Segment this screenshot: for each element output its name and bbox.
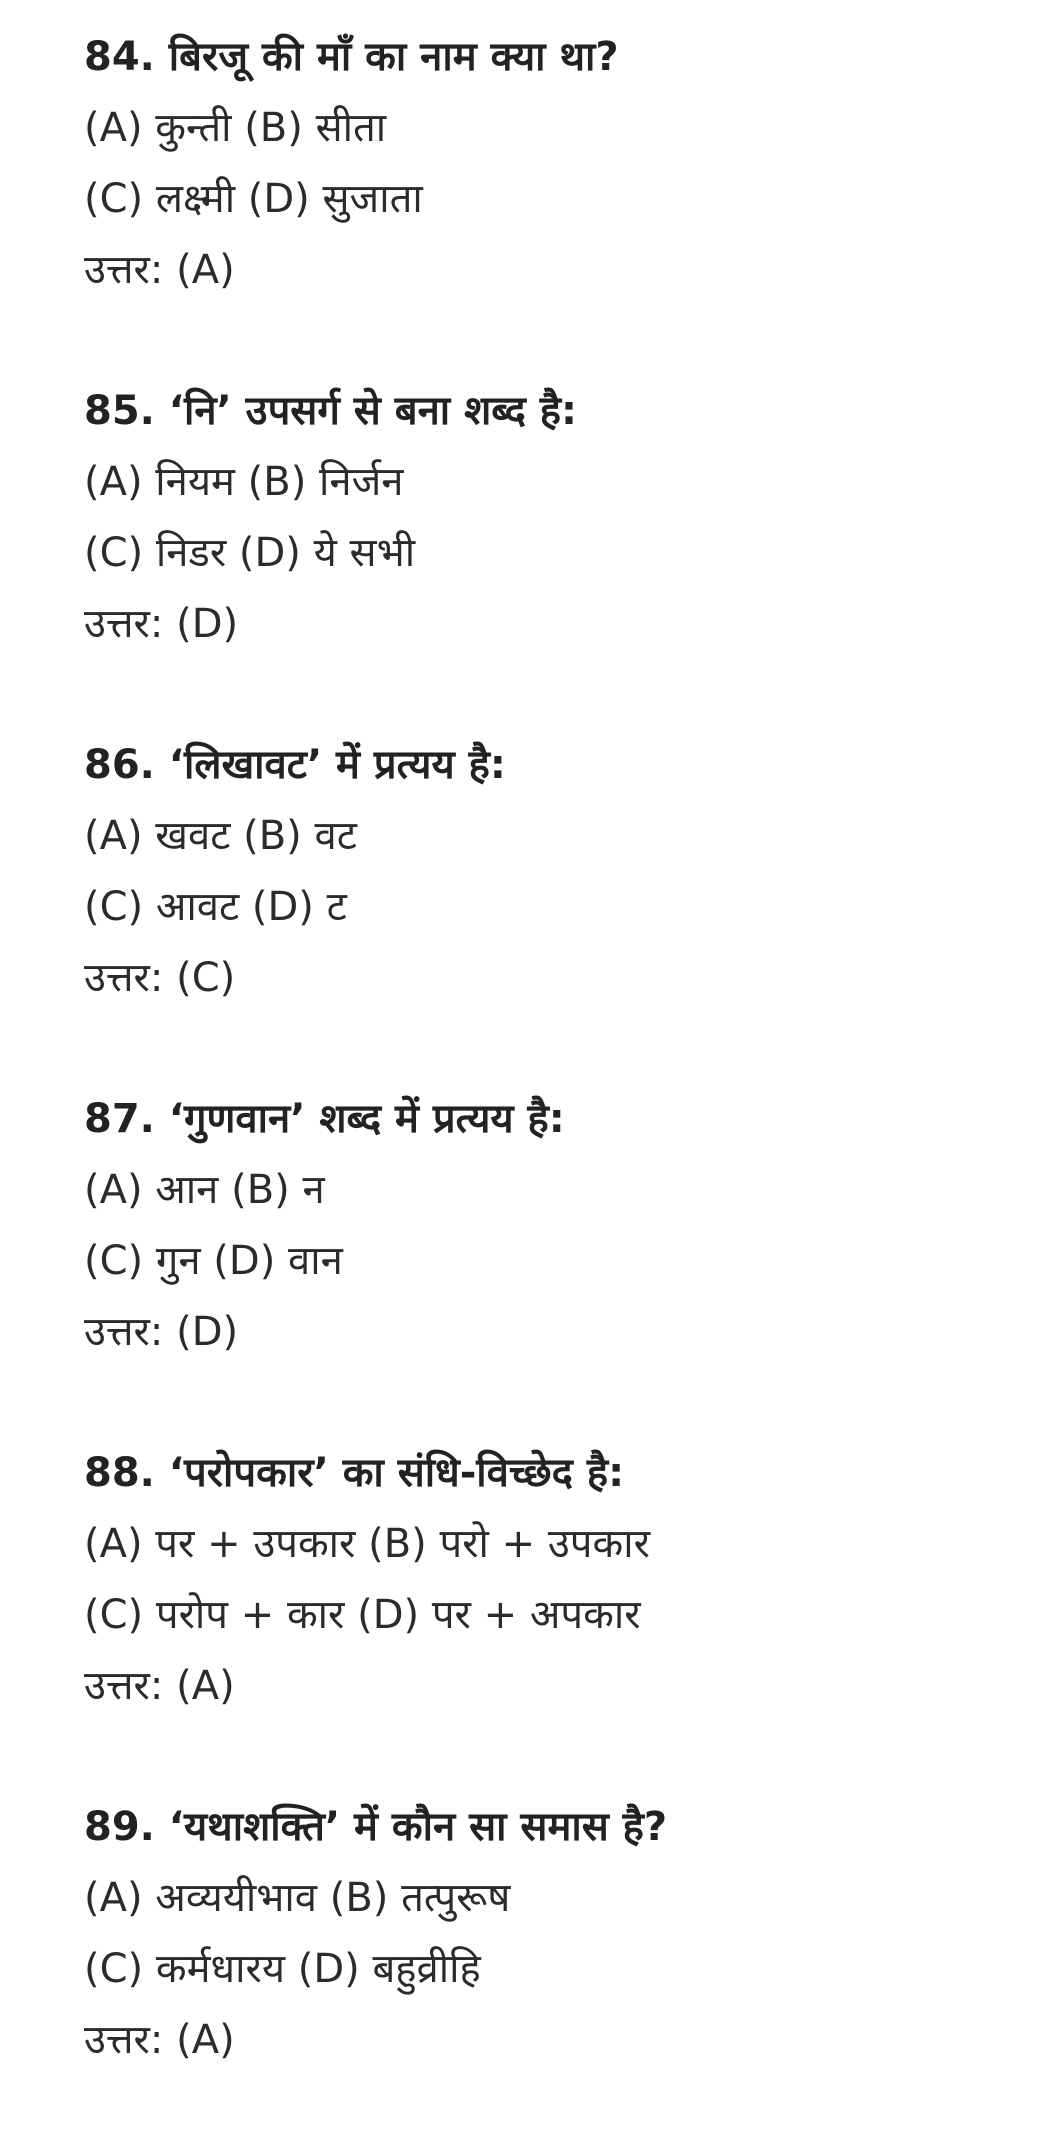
- answer-text: उत्तर: (D): [84, 601, 239, 647]
- options-line-ab: (A) पर + उपकार (B) परो + उपकार: [84, 1521, 650, 1567]
- options-line-cd: (C) लक्ष्मी (D) सुजाता: [84, 176, 423, 222]
- question-text: 84. बिरजू की माँ का नाम क्या था?: [84, 34, 619, 80]
- options-line-ab: (A) अव्ययीभाव (B) तत्पुरूष: [84, 1875, 511, 1921]
- question-text: 86. ‘लिखावट’ में प्रत्यय है:: [84, 742, 506, 788]
- answer-text: उत्तर: (C): [84, 955, 236, 1001]
- question-text: 87. ‘गुणवान’ शब्द में प्रत्यय है:: [84, 1096, 565, 1142]
- options-line-cd: (C) निडर (D) ये सभी: [84, 530, 416, 576]
- options-line-cd: (C) परोप + कार (D) पर + अपकार: [84, 1592, 641, 1638]
- options-line-ab: (A) कुन्ती (B) सीता: [84, 105, 387, 151]
- options-line-ab: (A) खवट (B) वट: [84, 813, 357, 859]
- question-text: 85. ‘नि’ उपसर्ग से बना शब्द है:: [84, 388, 578, 434]
- answer-text: उत्तर: (D): [84, 1309, 239, 1355]
- answer-text: उत्तर: (A): [84, 1663, 235, 1709]
- question-block-89: [84, 1792, 984, 2076]
- question-text: 89. ‘यथाशक्ति’ में कौन सा समास है?: [84, 1804, 668, 1850]
- question-block-86: [84, 730, 984, 1014]
- question-block-87: [84, 1084, 984, 1368]
- options-line-cd: (C) गुन (D) वान: [84, 1238, 343, 1284]
- options-line-cd: (C) कर्मधारय (D) बहुव्रीहि: [84, 1946, 481, 1992]
- question-text: 88. ‘परोपकार’ का संधि-विच्छेद है:: [84, 1450, 625, 1496]
- options-line-ab: (A) नियम (B) निर्जन: [84, 459, 404, 505]
- question-block-88: [84, 1438, 984, 1722]
- answer-text: उत्तर: (A): [84, 247, 235, 293]
- question-list: [84, 22, 984, 2146]
- question-block-85: [84, 376, 984, 660]
- question-block-84: [84, 22, 984, 306]
- options-line-ab: (A) आन (B) न: [84, 1167, 325, 1213]
- options-line-cd: (C) आवट (D) ट: [84, 884, 347, 930]
- answer-text: उत्तर: (A): [84, 2017, 235, 2063]
